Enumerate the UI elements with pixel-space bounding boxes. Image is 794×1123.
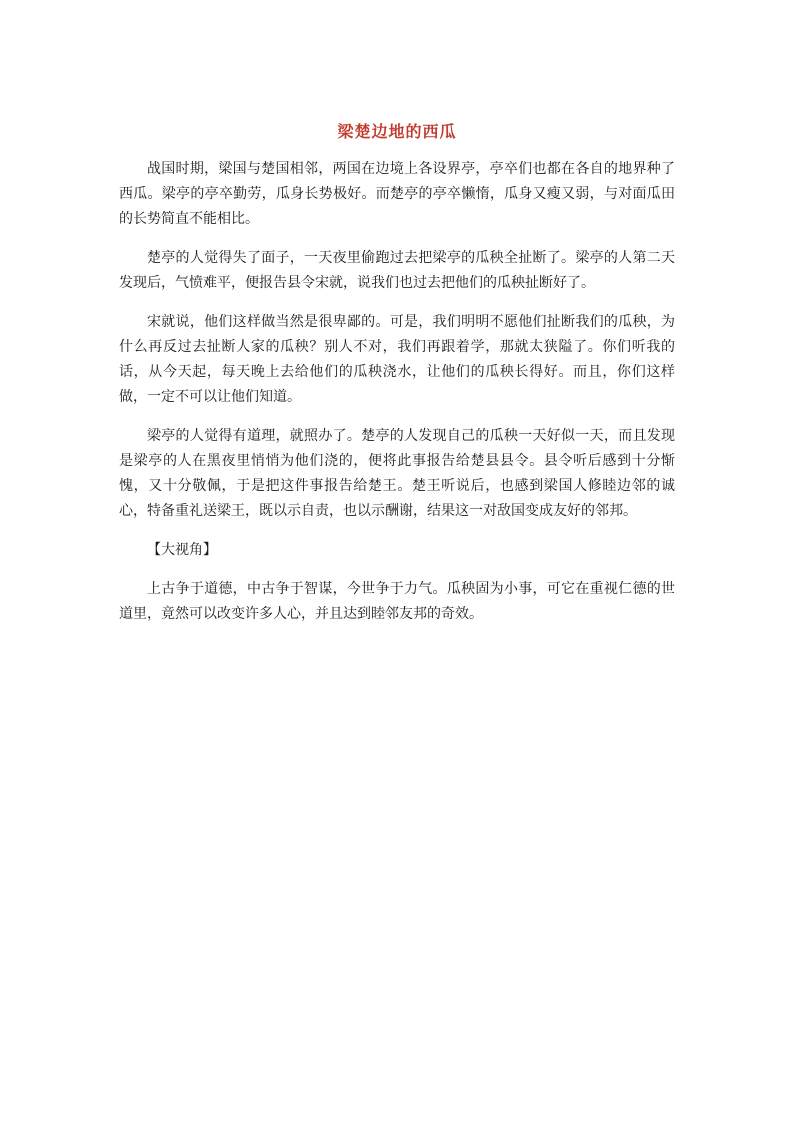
paragraph-3: 宋就说，他们这样做当然是很卑鄙的。可是，我们明明不愿他们扯断我们的瓜秧，为什么再反过去扯断人家的瓜秧？别人不对，我们再跟着学，那就太狭隘了。你们听我的话，从今天起，每天晚上去给他们的瓜秧浇水，让他们的瓜秧长得好。而且，你们这样做，一定不可以让他们知道。 [119, 314, 675, 405]
paragraph-1: 战国时期，梁国与楚国相邻，两国在边境上各设界亭，亭卒们也都在各自的地界种了西瓜。梁亭的亭卒勤劳，瓜身长势极好。而楚亭的亭卒懒惰，瓜身又瘦又弱，与对面瓜田的长势简直不能相比。 [119, 161, 675, 227]
document-title: 梁楚边地的西瓜 [337, 122, 457, 141]
paragraph-4: 梁亭的人觉得有道理，就照办了。楚亭的人发现自己的瓜秧一天好似一天，而且发现是梁亭的人在黑夜里悄悄为他们浇的，便将此事报告给楚县县令。县令听后感到十分惭愧，又十分敬佩，于是把这件事报告给楚王。楚王听说后，也感到梁国人修睦边邻的诚心，特备重礼送梁王，既以示自责，也以示酬谢，结果这一对敌国变成友好的邻邦。 [119, 428, 675, 519]
document-body [119, 157, 675, 641]
paragraph-5: 上古争于道德，中古争于智谋，今世争于力气。瓜秧固为小事，可它在重视仁德的世道里，竟然可以改变许多人心，并且达到睦邻友邦的奇效。 [119, 581, 675, 622]
section-heading-perspective: 【大视角】 [147, 542, 217, 558]
paragraph-2: 楚亭的人觉得失了面子，一天夜里偷跑过去把梁亭的瓜秧全扯断了。梁亭的人第二天发现后，气愤难平，便报告县令宋就，说我们也过去把他们的瓜秧扯断好了。 [119, 250, 675, 291]
